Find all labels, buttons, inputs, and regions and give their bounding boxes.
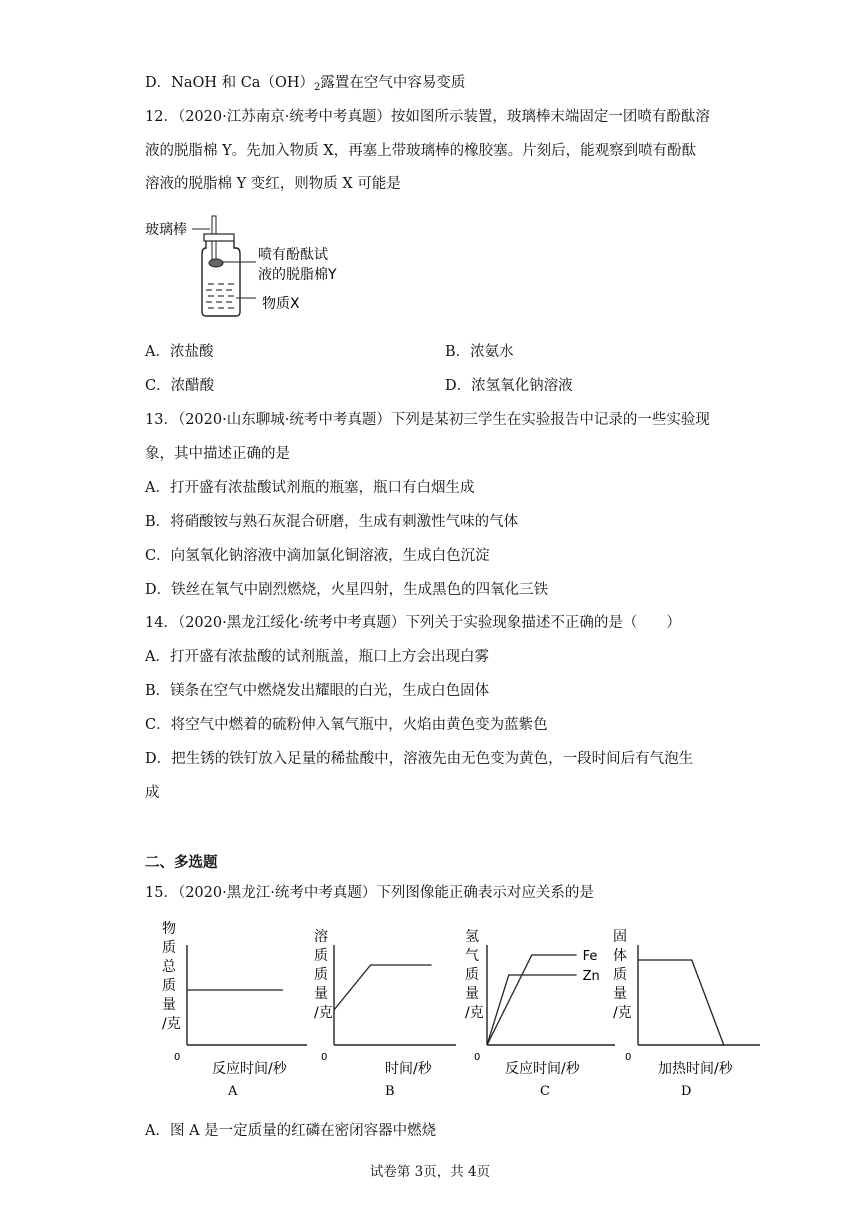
y-axis-label-char: 量 bbox=[465, 986, 479, 1002]
y-axis-label-char: /克 bbox=[162, 1016, 181, 1032]
glass-rod-label: 玻璃棒 bbox=[145, 222, 187, 238]
graph-caption: A bbox=[228, 1084, 238, 1099]
q12-stem-line-2: 液的脱脂棉 Y。先加入物质 X，再塞上带玻璃棒的橡胶塞。片刻后，能观察到喷有酚酞 bbox=[145, 143, 697, 159]
y-axis-label-char: 质 bbox=[162, 978, 176, 994]
q13-stem-line-2: 象，其中描述正确的是 bbox=[145, 446, 290, 462]
graph-c bbox=[465, 929, 615, 1099]
y-axis-label-char: 物 bbox=[162, 921, 176, 937]
q15-option-a: A．图 A 是一定质量的红磷在密闭容器中燃烧 bbox=[145, 1123, 437, 1139]
cotton-label-line-2: 液的脱脂棉Y bbox=[258, 267, 337, 283]
substance-x-label: 物质X bbox=[262, 296, 300, 312]
q12-apparatus-figure bbox=[140, 212, 380, 327]
q14-option-d-line-2: 成 bbox=[145, 785, 160, 801]
q12-option-d: D．浓氢氧化钠溶液 bbox=[445, 378, 573, 394]
section-heading-multiple-choice: 二、多选题 bbox=[145, 855, 218, 871]
y-axis-label-char: /克 bbox=[314, 1005, 333, 1021]
q12-option-b: B．浓氨水 bbox=[445, 344, 514, 360]
q14-option-a: A．打开盛有浓盐酸的试剂瓶盖，瓶口上方会出现白雾 bbox=[145, 649, 489, 665]
q13-stem-line-1: 13．（2020·山东聊城·统考中考真题）下列是某初三学生在实验报告中记录的一些实验现 bbox=[145, 412, 710, 428]
q14-option-c: C．将空气中燃着的硫粉伸入氧气瓶中，火焰由黄色变为蓝紫色 bbox=[145, 717, 548, 733]
y-axis-label-char: /克 bbox=[465, 1005, 484, 1021]
cotton-label-line-1: 喷有酚酞试 bbox=[258, 247, 328, 263]
q13-option-a: A．打开盛有浓盐酸试剂瓶的瓶塞，瓶口有白烟生成 bbox=[145, 480, 475, 496]
origin-label: 0 bbox=[625, 1052, 632, 1063]
y-axis-label-char: 质 bbox=[613, 967, 627, 983]
q12-stem-line-1: 12．（2020·江苏南京·统考中考真题）按如图所示装置，玻璃棒末端固定一团喷有酚酞溶 bbox=[145, 109, 710, 125]
flask bbox=[202, 241, 240, 316]
q11-option-d: D．NaOH 和 $Ca(OH)_2$露置在空气中容易变质 bbox=[145, 75, 466, 93]
y-axis-label-char: 氢 bbox=[465, 929, 479, 945]
graph-a bbox=[162, 920, 307, 1099]
y-axis-label-char: 固 bbox=[613, 929, 627, 945]
x-axis-label: 加热时间/秒 bbox=[658, 1061, 733, 1077]
y-axis-label-char: 质 bbox=[314, 967, 328, 983]
page-footer: 试卷第 3页，共 4页 bbox=[369, 1164, 491, 1180]
series-line bbox=[638, 960, 724, 1045]
x-axis-label: 反应时间/秒 bbox=[212, 1061, 287, 1077]
cotton-ball-y bbox=[209, 259, 223, 267]
y-axis-label-char: 量 bbox=[162, 997, 176, 1013]
origin-label: 0 bbox=[174, 1052, 181, 1063]
q15-graphs bbox=[140, 915, 760, 1105]
origin-label: 0 bbox=[474, 1052, 481, 1063]
q12-option-c: C．浓醋酸 bbox=[145, 378, 215, 394]
series-line-zn bbox=[487, 975, 577, 1045]
q15-stem: 15．（2020·黑龙江·统考中考真题）下列图像能正确表示对应关系的是 bbox=[145, 885, 594, 901]
q13-option-d: D．铁丝在氧气中剧烈燃烧，火星四射，生成黑色的四氧化三铁 bbox=[145, 582, 549, 598]
series-label-fe: Fe bbox=[582, 949, 598, 964]
y-axis-label-char: 量 bbox=[314, 986, 328, 1002]
y-axis-label-char: 量 bbox=[613, 986, 627, 1002]
graph-caption: C bbox=[540, 1084, 550, 1099]
graph-caption: B bbox=[385, 1084, 395, 1099]
q14-option-d-line-1: D．把生锈的铁钉放入足量的稀盐酸中，溶液先由无色变为黄色，一段时间后有气泡生 bbox=[145, 751, 694, 767]
q12-option-a: A．浓盐酸 bbox=[145, 344, 214, 360]
y-axis-label-char: 质 bbox=[162, 940, 176, 956]
y-axis-label-char: 溶 bbox=[314, 929, 328, 945]
q14-stem: 14．（2020·黑龙江绥化·统考中考真题）下列关于实验现象描述不正确的是（ ） bbox=[145, 615, 681, 631]
graph-d bbox=[613, 929, 760, 1099]
y-axis-label-char: 质 bbox=[314, 948, 328, 964]
origin-label: 0 bbox=[321, 1052, 328, 1063]
x-axis-label: 时间/秒 bbox=[385, 1061, 432, 1077]
q13-option-c: C．向氢氧化钠溶液中滴加氯化铜溶液，生成白色沉淀 bbox=[145, 548, 490, 564]
q13-option-b: B．将硝酸铵与熟石灰混合研磨，生成有刺激性气味的气体 bbox=[145, 514, 519, 530]
series-label-zn: Zn bbox=[582, 969, 600, 984]
y-axis-label-char: 气 bbox=[465, 948, 479, 964]
y-axis-label-char: 体 bbox=[613, 948, 627, 964]
rubber-stopper bbox=[204, 234, 234, 241]
y-axis-label-char: 总 bbox=[162, 959, 176, 975]
y-axis-label-char: /克 bbox=[613, 1005, 632, 1021]
x-axis-label: 反应时间/秒 bbox=[505, 1061, 580, 1077]
substance-x-liquid bbox=[206, 284, 234, 308]
series-line bbox=[334, 965, 432, 1010]
q14-option-b: B．镁条在空气中燃烧发出耀眼的白光，生成白色固体 bbox=[145, 683, 490, 699]
graph-b bbox=[314, 928, 456, 1099]
q12-stem-line-3: 溶液的脱脂棉 Y 变红，则物质 X 可能是 bbox=[145, 176, 401, 192]
graph-caption: D bbox=[681, 1084, 692, 1099]
y-axis-label-char: 质 bbox=[465, 967, 479, 983]
